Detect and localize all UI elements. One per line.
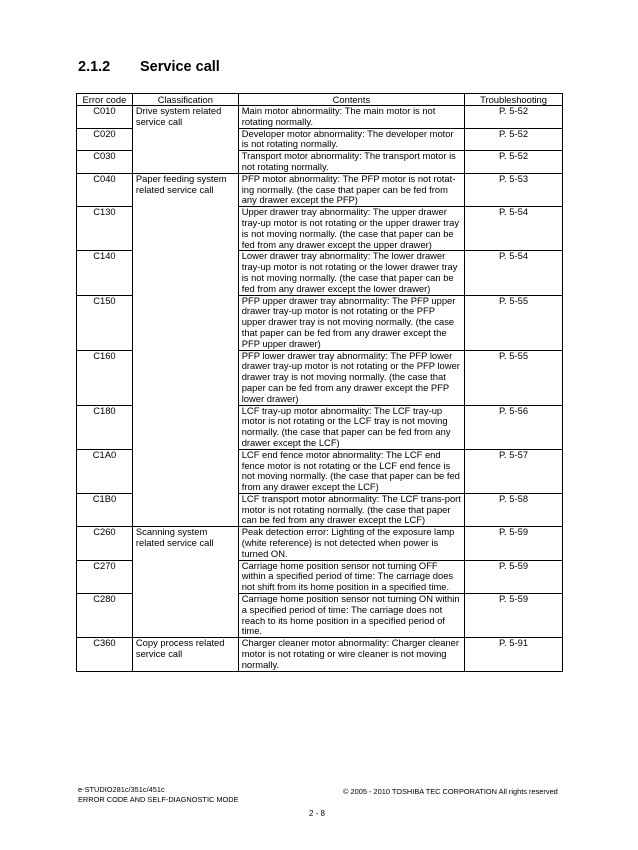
- troubleshooting-cell: P. 5-58: [465, 493, 563, 526]
- troubleshooting-cell: P. 5-56: [465, 405, 563, 449]
- table-body: [77, 106, 563, 672]
- error-code-cell: C270: [77, 560, 133, 593]
- troubleshooting-cell: P. 5-52: [465, 106, 563, 129]
- contents-cell: Charger cleaner motor abnormality: Charger cleaner motor is not rotating or wire cleaner is not moving normally.: [238, 638, 464, 671]
- troubleshooting-cell: P. 5-91: [465, 638, 563, 671]
- contents-cell: Transport motor abnormality: The transport motor is not rotating normally.: [238, 151, 464, 174]
- section-heading: [78, 59, 220, 75]
- error-code-cell: C140: [77, 251, 133, 295]
- troubleshooting-cell: P. 5-55: [465, 350, 563, 405]
- troubleshooting-cell: P. 5-54: [465, 207, 563, 251]
- contents-cell: Developer motor abnormality: The developer motor is not rotating normally.: [238, 128, 464, 151]
- error-code-cell: C150: [77, 295, 133, 350]
- troubleshooting-cell: P. 5-52: [465, 151, 563, 174]
- error-code-cell: C280: [77, 594, 133, 638]
- section-title: Service call: [140, 59, 220, 75]
- error-code-cell: C030: [77, 151, 133, 174]
- troubleshooting-cell: P. 5-57: [465, 449, 563, 493]
- table-row: [77, 173, 563, 206]
- header-classification: Classification: [132, 94, 238, 106]
- error-code-cell: C010: [77, 106, 133, 129]
- table-row: [77, 527, 563, 560]
- contents-cell: LCF end fence motor abnormality: The LCF end fence motor is not rotating or the LCF end fence is not moving normally. (the case that paper can be fed from any drawer except the LCF): [238, 449, 464, 493]
- contents-cell: LCF tray-up motor abnormality: The LCF tray-up motor is not rotating or the LCF tray is not moving normally. (the case that paper can be fed from any drawer except the LCF): [238, 405, 464, 449]
- table-header-row: [77, 94, 563, 106]
- error-code-cell: C040: [77, 173, 133, 206]
- header-troubleshooting: Troubleshooting: [465, 94, 563, 106]
- troubleshooting-cell: P. 5-54: [465, 251, 563, 295]
- error-code-cell: C180: [77, 405, 133, 449]
- contents-cell: PFP upper drawer tray abnormality: The PFP upper drawer tray-up motor is not rotating or the PFP upper drawer tray is not moving normally. (the case that paper can be fed from any drawer except the PFP upper drawer): [238, 295, 464, 350]
- footer-copyright: © 2005 - 2010 TOSHIBA TEC CORPORATION All rights reserved: [343, 787, 558, 796]
- table-row: [77, 106, 563, 129]
- troubleshooting-cell: P. 5-59: [465, 527, 563, 560]
- contents-cell: Carriage home position sensor not turning ON within a specified period of time: The carriage does not reach to its home position in a specified period of time.: [238, 594, 464, 638]
- error-code-cell: C1A0: [77, 449, 133, 493]
- classification-cell: Copy process related service call: [132, 638, 238, 671]
- error-code-cell: C020: [77, 128, 133, 151]
- contents-cell: Main motor abnormality: The main motor is not rotating normally.: [238, 106, 464, 129]
- troubleshooting-cell: P. 5-52: [465, 128, 563, 151]
- contents-cell: PFP lower drawer tray abnormality: The PFP lower drawer tray-up motor is not rotating or the PFP lower drawer tray is not moving normally. (the case that paper can be fed from any drawer except the PFP lower drawer): [238, 350, 464, 405]
- error-code-cell: C160: [77, 350, 133, 405]
- error-code-cell: C130: [77, 207, 133, 251]
- contents-cell: Peak detection error: Lighting of the exposure lamp (white reference) is not detected when power is turned ON.: [238, 527, 464, 560]
- contents-cell: Carriage home position sensor not turning OFF within a specified period of time: The carriage does not shift from its home position in a specified time.: [238, 560, 464, 593]
- header-contents: Contents: [238, 94, 464, 106]
- classification-cell: Scanning system related service call: [132, 527, 238, 638]
- contents-cell: Lower drawer tray abnormality: The lower drawer tray-up motor is not rotating or the lower drawer tray is not moving normally. (the case that paper can be fed from any drawer except the lower drawer): [238, 251, 464, 295]
- troubleshooting-cell: P. 5-55: [465, 295, 563, 350]
- footer-left: [78, 785, 239, 805]
- classification-cell: Paper feeding system related service call: [132, 173, 238, 527]
- header-error-code: Error code: [77, 94, 133, 106]
- page-number: 2 - 8: [309, 809, 326, 818]
- troubleshooting-cell: P. 5-59: [465, 560, 563, 593]
- error-code-cell: C260: [77, 527, 133, 560]
- troubleshooting-cell: P. 5-53: [465, 173, 563, 206]
- classification-cell: Drive system related service call: [132, 106, 238, 174]
- footer-model: e-STUDIO281c/351c/451c: [78, 785, 165, 794]
- error-code-cell: C360: [77, 638, 133, 671]
- section-number: 2.1.2: [78, 59, 111, 75]
- contents-cell: PFP motor abnormality: The PFP motor is not rotat-ing normally. (the case that paper can be fed from any drawer except the PFP): [238, 173, 464, 206]
- contents-cell: LCF transport motor abnormality: The LCF trans-port motor is not rotating normally. (the case that paper can be fed from any drawer except the LCF): [238, 493, 464, 526]
- troubleshooting-cell: P. 5-59: [465, 594, 563, 638]
- table-row: [77, 638, 563, 671]
- footer-chapter: ERROR CODE AND SELF-DIAGNOSTIC MODE: [78, 795, 239, 804]
- contents-cell: Upper drawer tray abnormality: The upper drawer tray-up motor is not rotating or the upper drawer tray is not moving normally. (the case that paper can be fed from any drawer except the upper drawer): [238, 207, 464, 251]
- error-code-cell: C1B0: [77, 493, 133, 526]
- service-call-table: [76, 93, 563, 672]
